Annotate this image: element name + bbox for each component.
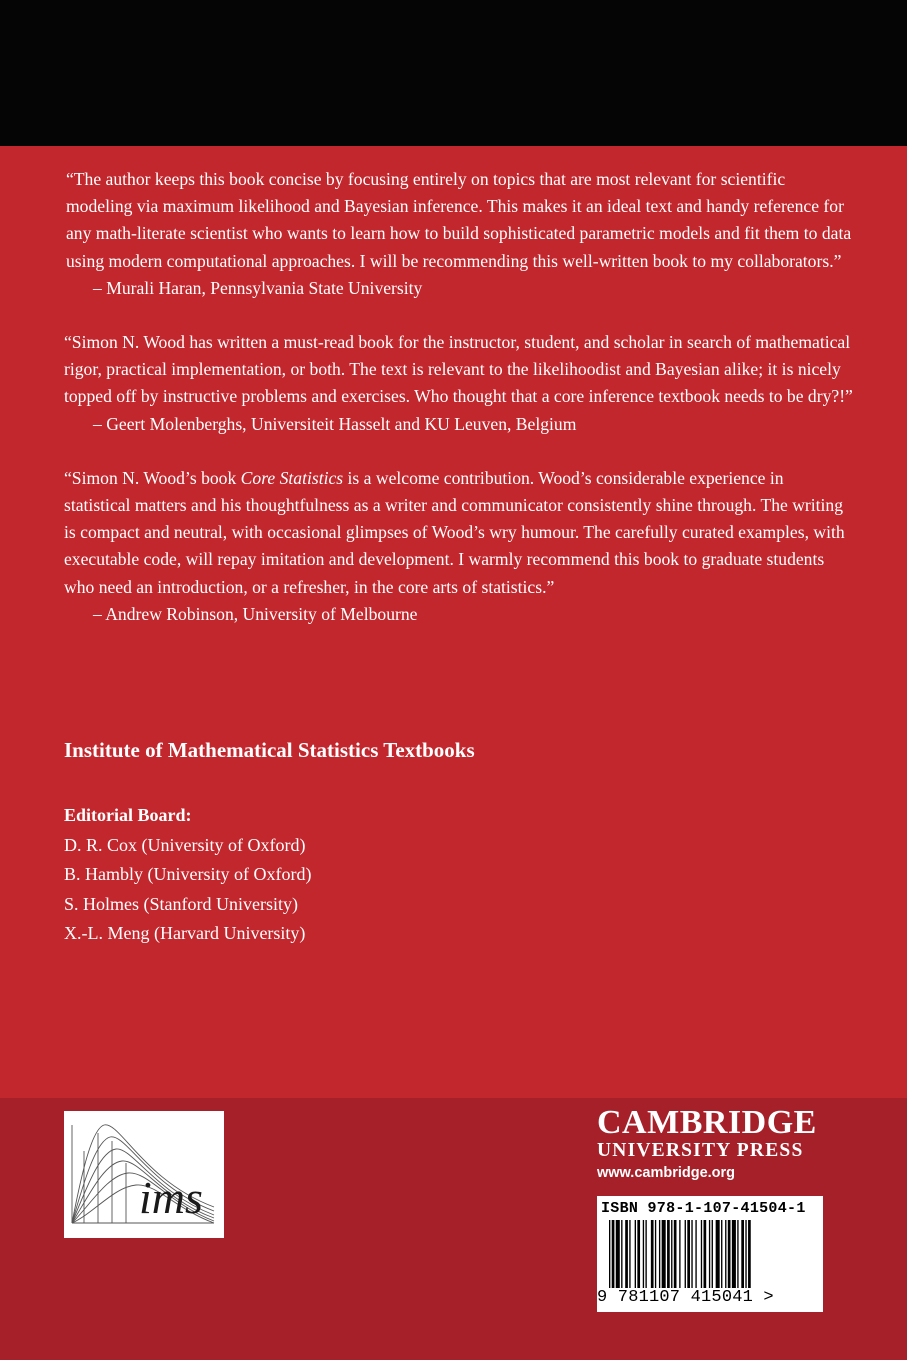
quote-1: [64, 166, 854, 302]
quote-text: “The author keeps this book concise by focusing entirely on topics that are most relevant for scientific modeling via maximum likelihood and Bayesian inference. This makes it an ideal text and handy reference for any math-literate scientist who wants to learn how to build sophisticated parametric models and fit them to data using modern computational approaches. I will be recommending this well-written book to my collaborators.”: [66, 169, 852, 271]
quote-3: [64, 465, 854, 628]
quote-attribution: – Murali Haran, Pennsylvania State University: [93, 277, 423, 298]
series-title: Institute of Mathematical Statistics Textbooks: [64, 738, 475, 762]
publisher-subtitle: UNIVERSITY PRESS: [597, 1140, 804, 1161]
board-member: X.-L. Meng (Harvard University): [64, 923, 306, 943]
ims-logo-text: ims: [139, 1172, 203, 1223]
endorsement-quotes: [64, 166, 854, 655]
isbn-label: ISBN 978-1-107-41504-1: [601, 1200, 806, 1217]
isbn-barcode: [597, 1196, 823, 1312]
board-member: B. Hambly (University of Oxford): [64, 864, 312, 884]
quote-attribution: – Geert Molenberghs, Universiteit Hasselt and KU Leuven, Belgium: [93, 413, 577, 434]
publisher-name: CAMBRIDGE: [597, 1104, 817, 1141]
board-member: S. Holmes (Stanford University): [64, 893, 298, 914]
top-black-band: [0, 0, 907, 146]
book-title-italic: Core Statistics: [240, 467, 344, 488]
quote-attribution: – Andrew Robinson, University of Melbourne: [93, 603, 418, 624]
ims-logo: [64, 1111, 224, 1238]
quote-text: “Simon N. Wood has written a must-read book for the instructor, student, and scholar in search of mathematical rigor, practical implementation, or both. The text is relevant to the likelihoodist and Bayesian alike; it is nicely topped off by instructive problems and exercises. Who thought that a core inference textbook needs to be dry?!”: [64, 332, 853, 407]
barcode-bars: [609, 1220, 809, 1292]
editorial-board: [64, 801, 311, 949]
publisher-block: [597, 1106, 827, 1184]
barcode-digits: 9 781107 415041 >: [597, 1288, 774, 1307]
quote-text: [64, 465, 854, 601]
quote-text-start: “Simon N. Wood’s book: [64, 467, 241, 488]
board-member: D. R. Cox (University of Oxford): [64, 834, 306, 855]
quote-2: [64, 329, 854, 438]
quote-text-end: is a welcome contribution. Wood’s considerable experience in statistical matters and his thoughtfulness as a writer and communicator consistently shine through. The writing is compact and neutral, with occasional glimpses of Wood’s wry humour. The carefully curated examples, with executable code, will repay imitation and development. I warmly recommend this book to graduate students who need an introduction, or a refresher, in the core arts of statistics.”: [64, 467, 845, 597]
publisher-url: www.cambridge.org: [597, 1165, 736, 1181]
editorial-board-heading: Editorial Board:: [64, 805, 192, 825]
